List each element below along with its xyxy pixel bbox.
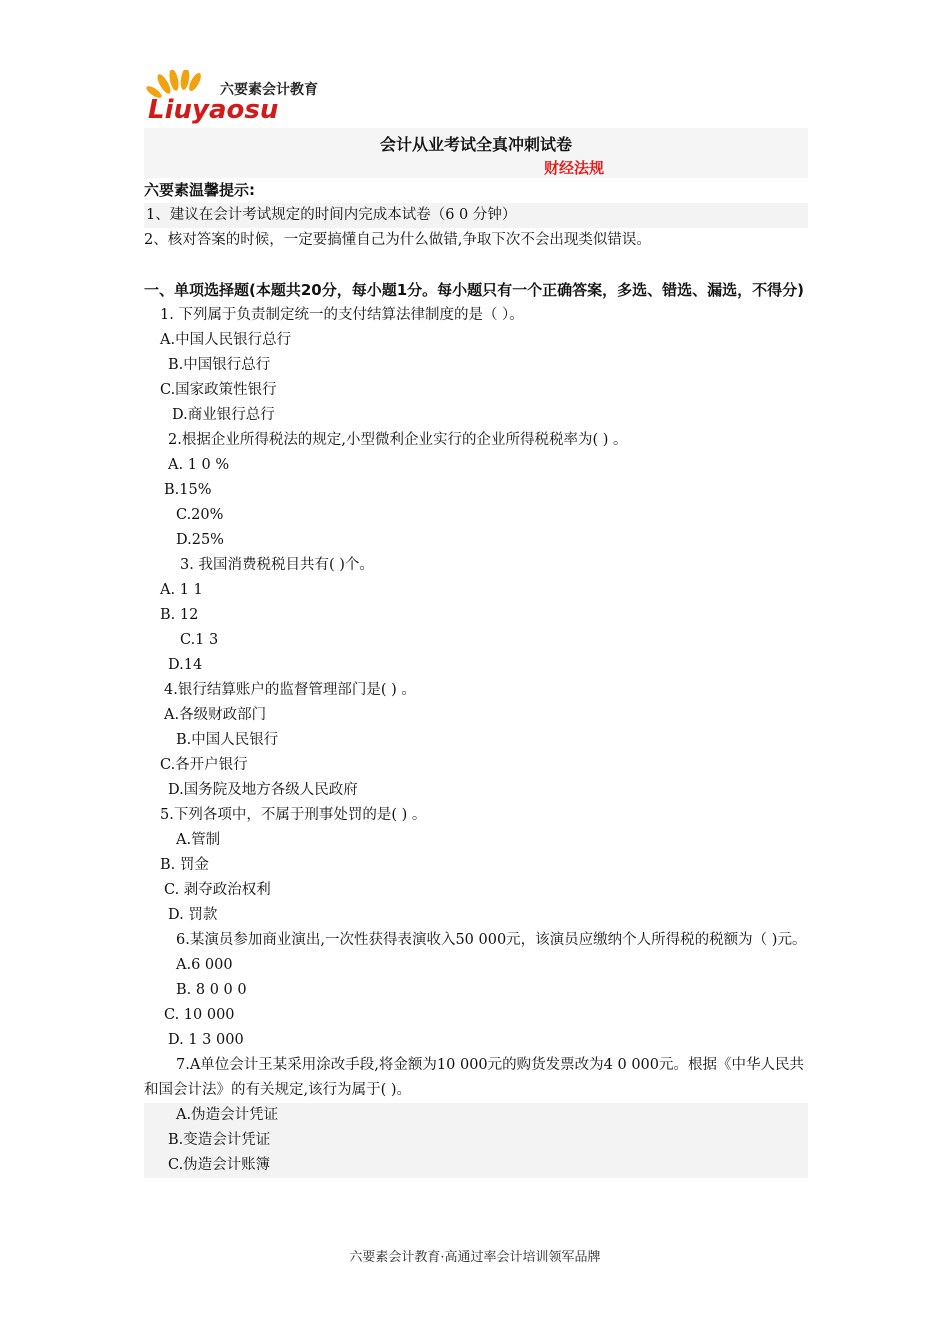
question-option: B. 12 [160, 607, 199, 623]
question-option: B. 8 0 0 0 [176, 982, 247, 998]
question-option: A.6 000 [176, 957, 233, 973]
page-footer: 六要素会计教育·高通过率会计培训领军品牌 [349, 1250, 601, 1265]
question-option: A. 1 0 % [168, 457, 230, 473]
question-option: D. 罚款 [168, 907, 218, 923]
question-option: D.国务院及地方各级人民政府 [168, 782, 358, 798]
question-option: A. 1 1 [160, 582, 203, 598]
question-stem: 7.A单位会计王某采用涂改手段,将金额为10 000元的购货发票改为4 0 000元。根据《中华人民共和国会计法》的有关规定,该行为属于( )。 [144, 1057, 804, 1098]
question-option: D.商业银行总行 [172, 407, 275, 423]
svg-text:Liuyaosu: Liuyaosu [148, 95, 279, 124]
question-option: C. 剥夺政治权利 [164, 882, 271, 898]
sunflower-logo-icon [142, 70, 332, 124]
question-stem: 2.根据企业所得税法的规定,小型微利企业实行的企业所得税税率为( ) 。 [168, 432, 628, 448]
question-option: B.中国人民银行 [176, 732, 279, 748]
tips-heading: 六要素温馨提示: [144, 181, 255, 199]
question-option: A.管制 [176, 832, 221, 848]
page-title: 会计从业考试全真冲刺试卷 [379, 135, 572, 154]
question-option: D.14 [168, 657, 203, 673]
question-option: A.伪造会计凭证 [144, 1103, 808, 1128]
question-stem: 4.银行结算账户的监督管理部门是( ) 。 [164, 682, 416, 698]
page-subtitle: 财经法规 [544, 159, 605, 177]
question-option: D. 1 3 000 [168, 1032, 244, 1048]
section-heading: 一、单项选择题(本题共20分，每小题1分。每小题只有一个正确答案，多选、错选、漏选，不得分) [144, 281, 805, 299]
question-stem: 6.某演员参加商业演出,一次性获得表演收入50 000元，该演员应缴纳个人所得税的税额为（ )元。 [176, 932, 807, 948]
question-option: A.中国人民银行总行 [160, 332, 292, 348]
question-option: C.20% [176, 507, 224, 523]
question-stem: 5.下列各项中，不属于刑事处罚的是( ) 。 [160, 807, 427, 823]
svg-text:六要素会计教育: 六要素会计教育 [220, 82, 318, 98]
question-option: B. 罚金 [160, 857, 209, 873]
question-option: C. 10 000 [164, 1007, 235, 1023]
tip-item: 2、核对答案的时候，一定要搞懂自己为什么做错,争取下次不会出现类似错误。 [144, 232, 651, 248]
question-option: B.15% [164, 482, 212, 498]
question-option: B.变造会计凭证 [144, 1128, 808, 1153]
question-option: A.各级财政部门 [164, 707, 267, 723]
question-option: C.伪造会计账簿 [144, 1153, 808, 1178]
question-stem: 3. 我国消费税税目共有( )个。 [180, 557, 374, 573]
question-option: C.1 3 [180, 632, 219, 648]
tip-item: 1、建议在会计考试规定的时间内完成本试卷（6 0 分钟） [144, 203, 808, 228]
question-option: D.25% [176, 532, 224, 548]
question-stem: 1. 下列属于负责制定统一的支付结算法律制度的是（ ）。 [160, 307, 524, 323]
logo [142, 70, 332, 124]
question-option: B.中国银行总行 [168, 357, 271, 373]
title-bar [144, 128, 808, 178]
document-body [144, 128, 808, 1178]
question-option: C.各开户银行 [160, 757, 248, 773]
question-option: C.国家政策性银行 [160, 382, 277, 398]
